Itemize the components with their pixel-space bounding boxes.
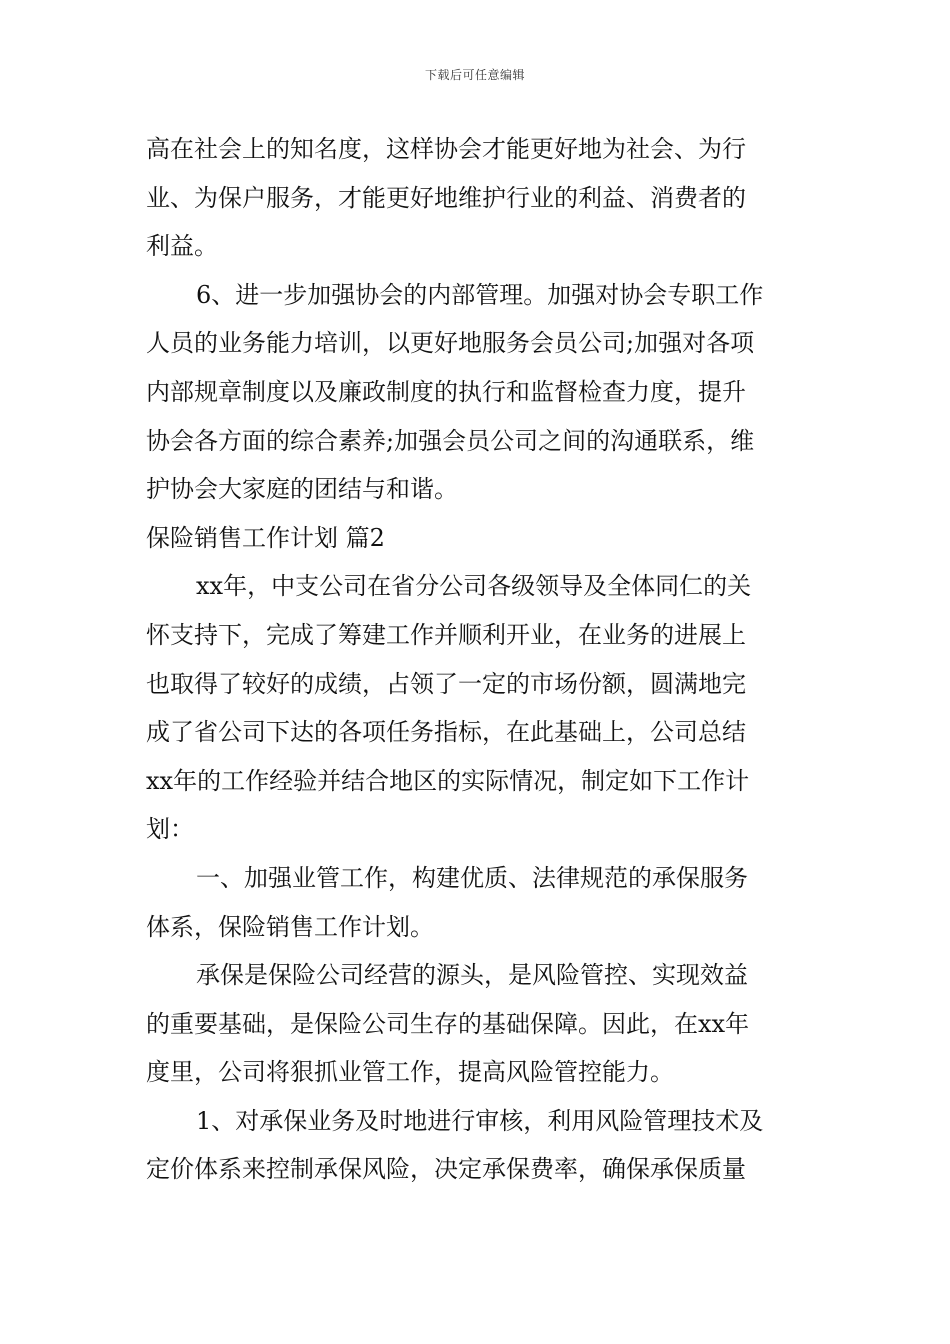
text-line: 的重要基础，是保险公司生存的基础保障。因此，在xx年 xyxy=(146,1009,750,1038)
text-line: 划： xyxy=(146,815,194,844)
text-line: 内部规章制度以及廉政制度的执行和监督检查力度，提升 xyxy=(146,377,746,406)
text-line: xx年的工作经验并结合地区的实际情况，制定如下工作计 xyxy=(146,766,750,795)
text-line: 高在社会上的知名度，这样协会才能更好地为社会、为行 xyxy=(146,135,746,163)
header-note: 下载后可任意编辑 xyxy=(424,68,525,82)
text-line: 承保是保险公司经营的源头，是风险管控、实现效益 xyxy=(196,961,748,990)
text-line: 利益。 xyxy=(146,232,218,261)
text-line: 护协会大家庭的团结与和谐。 xyxy=(146,475,458,504)
text-line: 人员的业务能力培训，以更好地服务会员公司;加强对各项 xyxy=(146,329,755,358)
text-line: 6、进一步加强协会的内部管理。加强对协会专职工作 xyxy=(196,280,764,309)
section-heading: 保险销售工作计划 篇2 xyxy=(146,523,385,552)
text-line: 怀支持下，完成了筹建工作并顺利开业，在业务的进展上 xyxy=(146,620,746,649)
text-line: 协会各方面的综合素养;加强会员公司之间的沟通联系，维 xyxy=(146,426,755,455)
text-line: 业、为保户服务，才能更好地维护行业的利益、消费者的 xyxy=(146,183,746,212)
text-line: 定价体系来控制承保风险，决定承保费率，确保承保质量 xyxy=(146,1155,746,1184)
text-line: 度里，公司将狠抓业管工作，提高风险管控能力。 xyxy=(146,1058,674,1087)
text-line: xx年，中支公司在省分公司各级领导及全体同仁的关 xyxy=(196,572,752,601)
text-line: 1、对承保业务及时地进行审核，利用风险管理技术及 xyxy=(196,1106,764,1135)
document-body xyxy=(146,125,806,1194)
text-line: 体系，保险销售工作计划。 xyxy=(146,912,434,941)
text-line: 也取得了较好的成绩，占领了一定的市场份额，圆满地完 xyxy=(146,669,746,698)
text-line: 成了省公司下达的各项任务指标，在此基础上，公司总结 xyxy=(146,718,746,747)
text-line: 一、加强业管工作，构建优质、法律规范的承保服务 xyxy=(196,863,748,892)
